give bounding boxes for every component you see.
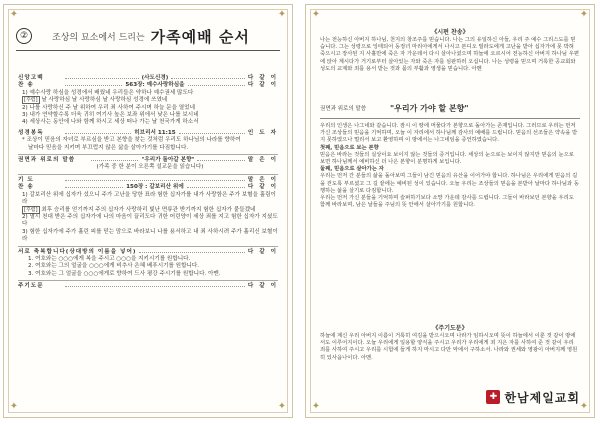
ornament-icon: ✦ [9, 401, 19, 412]
order-item-hymn1 [18, 82, 278, 89]
ornament-icon: ✦ [277, 401, 287, 412]
sermon-point-text: 우리는 먼저 간 분들의 삶을 돌아보며 그들이 남긴 믿음의 유산을 이어가야 합니다. 하나님은 우리에게 믿음의 길을 걷도록 부르셨고 그 길 끝에는 예비된 성이 있습니다. 오늘 우리는 조상들의 믿음을 본받아 날마다 하나님과 동행하는 삶을 살기로 다짐합니다. [320, 173, 579, 194]
order-label: 서로 축복합니다(상대방의 이름을 넣어) [18, 248, 137, 255]
blessing-line: 1. 여호와는 ○○○에게 복을 주시고 ○○○을 지키시기를 원합니다. [28, 255, 191, 262]
church-cross-icon: ✚ [486, 390, 500, 404]
order-leader: 인 도 자 [247, 129, 279, 136]
section-heading-lords-prayer: 《주기도문》 [432, 325, 468, 332]
order-middle: "우리가 돌아갈 본향" [141, 157, 195, 164]
refrain [18, 97, 278, 104]
order-middle: 563장: 예수사랑하심을 [125, 82, 185, 89]
scripture-note: 날마다 믿음을 지키며 부끄럽지 않은 삶을 살아가기를 다짐합니다. [28, 144, 189, 151]
hymn-verse: 3) 험한 십자가에 주가 흘린 피를 믿는 맘으로 바라보니 나를 용서하고 내 죄 사하시려 주가 흘리신 보혈이라 [22, 228, 278, 243]
section-heading-psalm: 《시편 찬송》 [431, 29, 469, 36]
ornament-icon: ✦ [9, 9, 19, 20]
refrain-text: 날 사랑하심 날 사랑하심 날 사랑하심 성경에 쓰였네 [41, 97, 168, 104]
lords-prayer-text [320, 333, 580, 362]
sermon-point-title: 첫째, 믿음으로 보는 본향 [320, 144, 379, 151]
order-label: 신앙고백 [18, 75, 44, 81]
order-label: 찬 송 [18, 82, 34, 89]
refrain-tag: [후렴] [24, 206, 38, 213]
hymn-verse: 3) 내가 연약할수록 더욱 귀히 여기사 높은 보좌 위에서 낮은 나를 보시네 [22, 112, 199, 119]
order-item-lords-prayer [18, 283, 278, 290]
order-leader: 다 같 이 [247, 283, 278, 290]
order-label: 성경봉독 [18, 129, 44, 136]
psalm-text [320, 37, 580, 73]
sermon-divider [320, 118, 580, 119]
refrain [18, 207, 278, 214]
ornament-icon: ✦ [311, 9, 321, 20]
ornament-icon: ✦ [311, 401, 321, 412]
order-middle: 150장 : 갈보리산 위에 [126, 184, 184, 191]
hymn-verse: 2) 멸시 천대 받은 주의 십자가에 나의 마음이 끌리도다 귀한 어린양이 세상 죄를 지고 험한 십자가 지셨도다 [22, 213, 278, 228]
lords-prayer-paragraph: 하늘에 계신 우리 아버지 이름이 거룩히 여김을 받으시오며 나라가 임하시오며 뜻이 하늘에서 이룬 것 같이 땅에서도 이루어지이다. 오늘 우리에게 일용할 양식을 주시고 우리가 우리에게 죄 지은 자를 사하여 준 것 같이 우리 죄를 사하여 주시고 우리를 시험에 들게 하지 마시고 다만 악에서 구하소서. 나라와 권세와 영광이 아버지께 영원히 있사옵나이다. 아멘. [320, 333, 578, 361]
title-divider [16, 50, 280, 51]
church-footer [320, 387, 580, 407]
sermon-point-title: 둘째, 믿음으로 살아가는 자 [320, 166, 384, 173]
blessing-line: 2. 여호와는 그의 얼굴을 ○○○에게 비추사 은혜 베푸시기를 원합니다. [28, 263, 200, 270]
hymn-verse: 4) 세상사는 동안에 나와 함께 하시고 세상 떠나 가는 날 천국가게 하소서 [22, 119, 199, 126]
sermon-caption: 권면과 위로의 말씀 [320, 106, 367, 112]
church-name: 한남제일교회 [504, 390, 580, 405]
sermon-title: "우리가 가야 할 본향" [390, 103, 469, 113]
hymn-verse: 1) 갈보리산 위에 십자가 섰으니 주가 고난을 당한 표라 험한 십자가를 내가 사랑함은 주가 보혈을 흘림이라 [22, 191, 276, 206]
order-item-blessing [18, 249, 278, 256]
sermon-body [320, 123, 580, 209]
order-label: 권면과 위로의 말씀 [18, 157, 76, 164]
refrain-tag: [후렴] [24, 97, 38, 104]
order-label: 찬 송 [18, 184, 34, 191]
order-leader: 다 같 이 [247, 248, 278, 255]
sermon-point-text: 믿음은 바라는 것들의 실상이요 보이지 않는 것들의 증거입니다. 세상의 눈으로는 보이지 않지만 믿음의 눈으로 보면 하나님께서 예비하신 더 나은 본향이 분명하게 보입니다. [320, 151, 574, 166]
right-page [305, 4, 595, 418]
hymn-verse: 2) 나를 사랑하신 주 날 위하여 우리 죄 사하여 주시며 하늘 문을 열었네 [22, 104, 195, 111]
left-page [3, 4, 293, 418]
sermon-heading [320, 100, 580, 116]
order-middle: 히브리서 11:15 [134, 129, 176, 136]
sermon-intro: 우리의 인생은 나그네와 같습니다. 잠시 이 땅에 머물다가 본향으로 돌아가는 존재입니다. 그러므로 우리는 먼저 가신 조상들의 믿음을 기억하며, 오늘 이 자리에서 하나님께 감사의 예배를 드립니다. 믿음의 선조들은 약속을 받지 못하였으나 멀리서 보고 환영하며 이 땅에서는 나그네임을 증언하였습니다. [320, 123, 578, 144]
order-leader: 다 같 이 [247, 82, 279, 89]
psalm-paragraph: 나는 전능하신 아버지 하나님, 천지의 창조주를 믿습니다. 나는 그의 유일하신 아들, 우리 주 예수 그리스도를 믿습니다. 그는 성령으로 잉태되어 동정녀 마리아에게서 나시고 본디오 빌라도에게 고난을 받아 십자가에 못 박혀 죽으시고 장사된 지 사흘만에 죽은 자 가운데서 다시 살아나셨으며 하늘에 오르시어 전능하신 아버지 하나님 우편에 앉아 계시다가 거기로부터 살아있는 자와 죽은 자를 심판하러 오십니다. 나는 성령을 믿으며 거룩한 공교회와 성도의 교제와 죄를 용서 받는 것과 몸의 부활과 영생을 믿습니다. 아멘 [320, 37, 579, 72]
order-leader: 다 같 이 [247, 184, 279, 191]
order-leader: 맡 은 이 [247, 157, 278, 164]
order-label: 기 도 [18, 176, 34, 183]
sermon-note: (가족 중 한 분이 오른쪽 설교문을 읽습니다) [96, 164, 204, 171]
ornament-icon: ✦ [277, 9, 287, 20]
order-middle: (사도신경) [141, 75, 169, 81]
order-leader: 맡 은 이 [247, 176, 278, 183]
order-label: 주기도문 [18, 283, 44, 290]
title-main: 가족예배 순서 [150, 27, 250, 46]
refrain-text: 최후 승리를 얻기까지 주의 십자가 사랑하리 빛난 면류관 받기까지 험한 십자가 붙들겠네 [41, 206, 256, 213]
order-item-hymn2 [18, 184, 278, 191]
section-number: ② [16, 28, 32, 44]
blessing-line: 3. 여호와는 그 얼굴을 ○○○에게로 향하여 드사 평강 주시기를 원합니다. 아멘. [28, 270, 221, 277]
worship-order [18, 75, 278, 291]
scripture-note: * 조상이 믿음의 자녀로 부르심을 받고 본향을 찾는 것처럼 우리도 하나님의 나라를 향하여 [22, 137, 241, 144]
sermon-point-text: 우리는 먼저 가신 분들을 기억하며 슬퍼하기보다 소망 가운데 감사를 드립니다. 그들이 바라보던 본향을 우리도 함께 바라보며, 남은 날들을 주님의 뜻 안에서 살아가기를 원합니다. [320, 195, 574, 209]
hymn-verse: 1) 예수사랑 하심을 성경에서 배웠네 우리들은 약하나 예수권세 많도다 [22, 89, 194, 96]
order-leader: 다 같 이 [247, 75, 278, 81]
page-title [16, 25, 280, 47]
ornament-icon: ✦ [579, 401, 589, 412]
ornament-icon: ✦ [579, 9, 589, 20]
title-subtitle: 조상의 묘소에서 드리는 [52, 32, 145, 43]
